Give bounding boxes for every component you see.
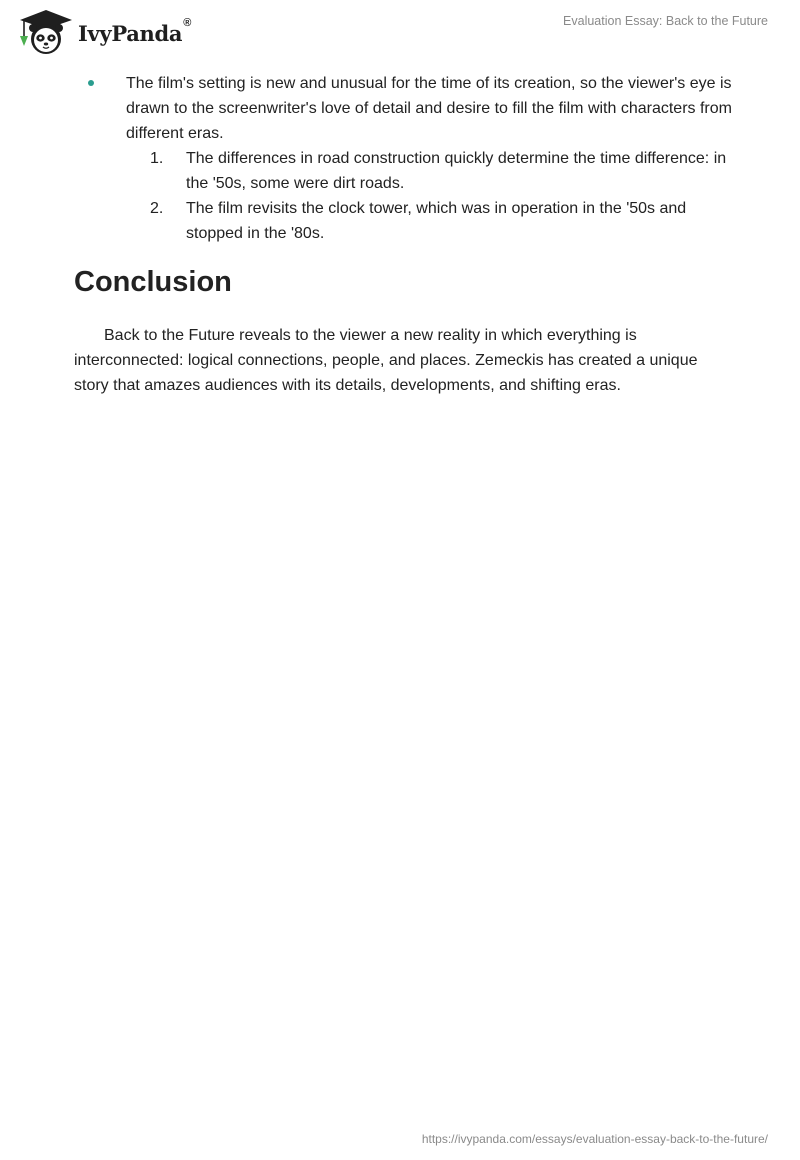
- conclusion-heading: Conclusion: [74, 266, 232, 298]
- document-title: Evaluation Essay: Back to the Future: [563, 14, 768, 28]
- list-item-text: The differences in road construction quickly determine the time difference: in the '50s, some were dirt roads.: [186, 150, 727, 192]
- page-header: [0, 0, 800, 64]
- list-item: [126, 146, 734, 196]
- panda-graduate-icon: [16, 8, 76, 56]
- bullet-text: The film's setting is new and unusual for the time of its creation, so the viewer's eye is drawn to the screenwriter's love of detail and desire to fill the film with characters from different eras.: [126, 75, 732, 142]
- ivypanda-logo[interactable]: [16, 8, 191, 56]
- conclusion-paragraph: Back to the Future reveals to the viewer a new reality in which everything is interconnected: logical connections, people, and places. Zemeckis has created a unique story that amazes audiences with its details, developments, and shifting eras.: [74, 327, 698, 394]
- numbered-sublist: [126, 146, 734, 246]
- bullet-icon: [88, 80, 94, 86]
- list-number: 2.: [150, 200, 164, 217]
- list-item: [74, 71, 734, 246]
- list-item: [126, 196, 734, 246]
- logo-wordmark: IvyPanda: [78, 20, 183, 46]
- essay-content: [74, 71, 734, 246]
- list-item-text: The film revisits the clock tower, which was in operation in the '50s and stopped in the '80s.: [186, 200, 687, 242]
- bullet-list: [74, 71, 734, 246]
- source-url[interactable]: https://ivypanda.com/essays/evaluation-essay-back-to-the-future/: [421, 1132, 768, 1146]
- list-number: 1.: [150, 150, 164, 167]
- registered-mark: ®: [183, 17, 192, 29]
